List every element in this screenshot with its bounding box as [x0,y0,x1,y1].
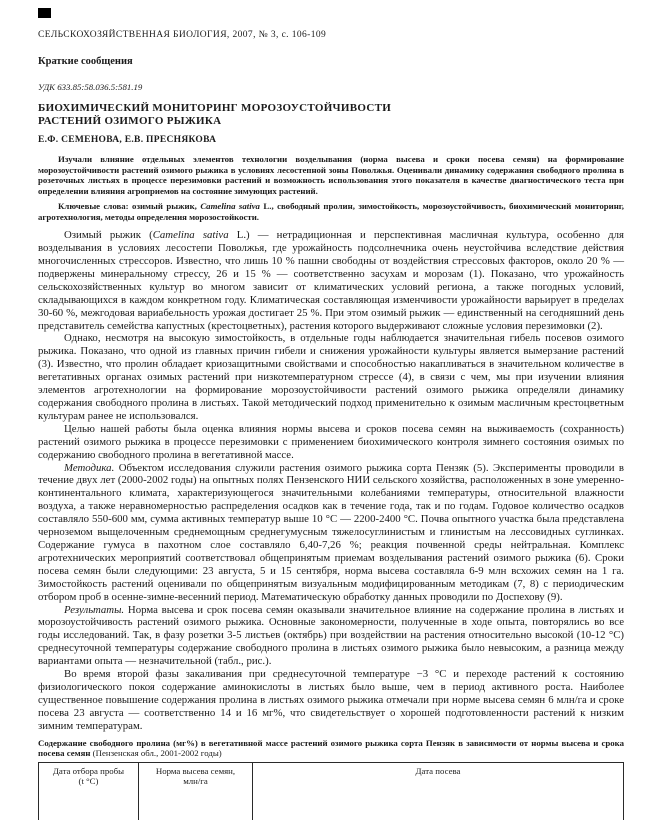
body-paragraph: Однако, несмотря на высокую зимостойкость, в отдельные годы наблюдается значительная гибель посевов озимого рыжика. Показано, что одной из главных причин гибели и снижения урожайности культуры является вымерзание растений (3). Известно, что пролин обладает криозащитными свойствами и способностью накапливаться в значительном количестве в вегетативных органах озимых растений при низкотемпературном стрессе (4), в связи с чем, мы при изучении влияния элементов агротехнологии на формирование морозоустойчивости растений озимого рыжика определяли динамику содержания свободного пролина в листьях. Такой методический подход применительно к озимым масличным крестоцветным культурам ранее не использовался. [38,332,624,422]
journal-header: СЕЛЬСКОХОЗЯЙСТВЕННАЯ БИОЛОГИЯ, 2007, № 3, с. 106-109 [38,30,327,40]
table-col-sowing-date [253,762,624,820]
body-paragraph: Результаты. Норма высева и срок посева семян оказывали значительное влияние на содержание пролина в листьях и морозоустойчивость растений озимого рыжика. Основные закономерности, полученные в ходе опыта, повторялись во все годы исследований. Так, в фазу розетки 3-5 листьев (октябрь) при воздействии на растения относительно высокой (10-12 °С) среднесуточной температуры содержание свободного пролина в листьях озимого рыжика было невысоким, а разница между вариантами опыта — незначительной (табл., рис.). [38,603,624,668]
table-header-line: Дата отбора пробы [52,765,125,776]
body-paragraph: Целью нашей работы была оценка влияния нормы высева и сроков посева семян на выживаемость (сохранность) растений озимого рыжика в процессе перезимовки с применением биохимического контроля зимнего состояния озимых по содержанию свободного пролина в вегетативной массе. [38,422,624,461]
section-label: Краткие сообщения [38,56,133,67]
paper-title [38,102,624,128]
body-paragraph: Озимый рыжик (Camelina sativa L.) — нетрадиционная и перспективная масличная культура, особенно для возделывания в условиях лесостепи Поволжья, где урожайность подсолнечника очень неустойчива вследствие действия многочисленных стрессоров. Известно, что лишь 10 % пашни свободны от воздействия стрессовых факторов, около 20 % — подвержены минеральному стрессу, 26 и 15 % — соответственно засухам и морозам (1). Показано, что урожайность сельскохозяйственных культур во многом зависит от климатических условий региона, а также погодных условий, складывающихся в каждом конкретном году. Климатическая составляющая изменчивости урожайности варьирует в пределах 30-60 %, межгодовая вариабельность урожая достигает 25 %. При этом озимый рыжик — единственный на сегодняшний день представитель семейства капустных (крестоцветных), растения которого выдерживают сложные условия перезимовки (2). [38,229,624,332]
table-header-line: (t °С) [78,776,99,787]
table-col-seeding-rate [139,762,253,820]
body-paragraph: Во время второй фазы закаливания при среднесуточной температуре −3 °С и переходе растений к состоянию физиологического покоя содержание аминокислоты в листьях было выше, чем в период активного роста. Наиболее существенное повышение содержания пролина в листьях озимого рыжика отмечали при норме высева семян 6 млн/га и сроке посева 23 августа — соответственно 14 и 16 мг%, что свидетельствует о хорошей подготовленности растений к низким зимним температурам. [38,668,624,732]
table-caption: Содержание свободного пролина (мг%) в вегетативной массе растений озимого рыжика сорта Пензяк в зависимости от нормы высева и срока посева семян (Пензенская обл., 2001-2002 годы) [38,737,624,759]
udc-number: УДК 633.85:58.036.5:581.19 [38,82,143,92]
table-header-row [39,762,624,820]
scan-corner-mark [38,8,51,18]
abstract-text: Изучали влияние отдельных элементов технологии возделывания (норма высева и сроки посева семян) на формирование морозоустойчивости растений озимого рыжика в условиях лесостепной зоны Поволжья. Оценивали динамику содержания свободного пролина в розеточных листьях в процессе перезимовки растений и возможность использования этого показателя в качестве диагностического теста при определении влияния агроприемов на состояние зимующих растений. [38,154,624,197]
keywords-text: Ключевые слова: озимый рыжик, Camelina sativa L., свободный пролин, зимостойкость, морозоустойчивость, биохимический мониторинг, агротехнология, методы определения морозостойкости. [38,200,624,222]
table-col-sample-date [39,762,139,820]
table-header-line: Дата посева [415,765,461,776]
article-body [38,229,624,732]
proline-table [38,762,624,820]
table-header-line: млн/га [183,776,208,787]
paper-title-line-2: РАСТЕНИЙ ОЗИМОГО РЫЖИКА [38,115,222,127]
authors: Е.Ф. СЕМЕНОВА, Е.В. ПРЕСНЯКОВА [38,135,217,145]
body-paragraph: Методика. Объектом исследования служили растения озимого рыжика сорта Пензяк (5). Эксперименты проводили в течение двух лет (2000-2002 годы) на опытных полях Пензенского НИИ сельского хозяйства, расположенных в зоне умеренно-континентального климата, характеризующегося значительными колебаниями температуры, относительной влажности воздуха, а также неравномерностью распределения осадков как в течение года, так и по годам. Годовое количество осадков составляло 550-600 мм, сумма активных температур выше 10 °С — 2200-2400 °С. Почва опытного участка была представлена черноземом выщелоченным среднемощным среднегумусным тяжелосуглинистым и глинистым на лессовидных суглинках. Содержание гумуса в пахотном слое составляло 6,40-7,26 %; реакция почвенной среды нейтральная. Комплекс агротехнических мероприятий соответствовал общепринятым приемам возделывания растений озимого рыжика (6). Сроки посева семян были следующими: 23 августа, 5 и 15 сентября, норма высева составляла 6-9 млн всхожих семян на 1 га. Зимостойкость растений оценивали по общепринятым визуальным модифицированным методикам (7, 8) с периодическим отбором проб в осенне-зимне-весенний период. Математическую обработку данных проводили по Доспехову (9). [38,461,624,603]
table-header-line: Норма высева семян, [155,765,236,776]
paper-title-line-1: БИОХИМИЧЕСКИЙ МОНИТОРИНГ МОРОЗОУСТОЙЧИВОСТИ [38,102,392,114]
